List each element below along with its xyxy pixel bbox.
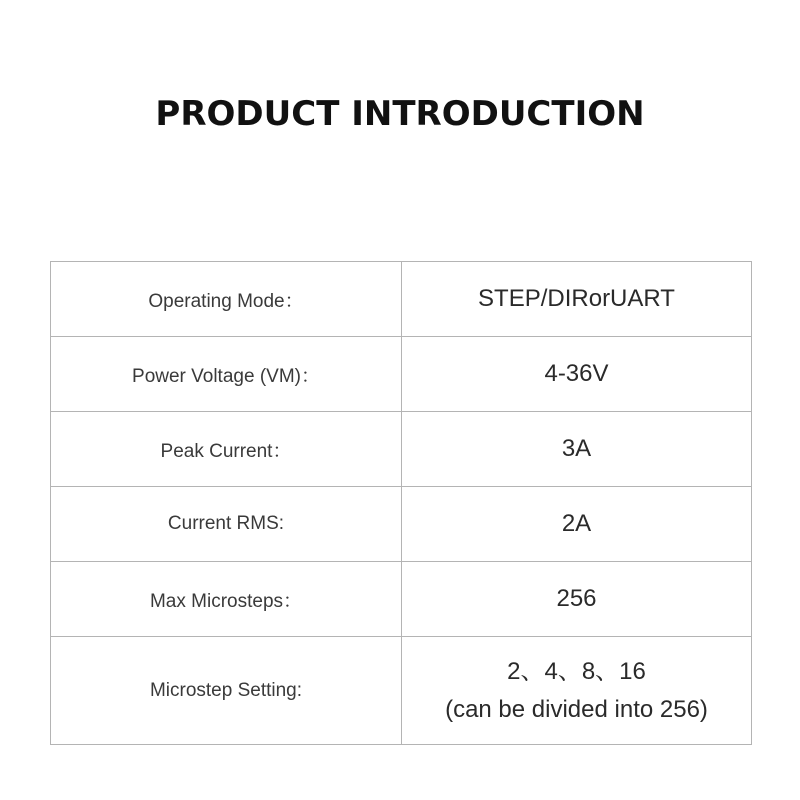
spec-table [50, 261, 752, 745]
spec-label-peak-current: Peak Current： [51, 412, 402, 487]
spec-value-operating-mode: STEP/DIRorUART [402, 262, 752, 337]
spec-value-peak-current: 3A [402, 412, 752, 487]
spec-value-microstep-setting-line1: 2、4、8、16 [507, 657, 646, 685]
table-row [51, 337, 752, 412]
spec-value-current-rms: 2A [402, 487, 752, 562]
table-row [51, 487, 752, 562]
table-row [51, 637, 752, 745]
spec-value-microstep-setting-line2: (can be divided into 256) [445, 695, 708, 723]
page-title: PRODUCT INTRODUCTION [155, 94, 645, 134]
spec-label-power-voltage: Power Voltage (VM)： [51, 337, 402, 412]
table-row [51, 412, 752, 487]
spec-value-power-voltage: 4-36V [402, 337, 752, 412]
table-row [51, 262, 752, 337]
spec-label-microstep-setting: Microstep Setting: [51, 637, 402, 745]
spec-label-max-microsteps: Max Microsteps： [51, 562, 402, 637]
table-row [51, 562, 752, 637]
spec-label-current-rms: Current RMS: [51, 487, 402, 562]
spec-value-max-microsteps: 256 [402, 562, 752, 637]
spec-value-microstep-setting [402, 637, 752, 745]
spec-label-operating-mode: Operating Mode： [51, 262, 402, 337]
